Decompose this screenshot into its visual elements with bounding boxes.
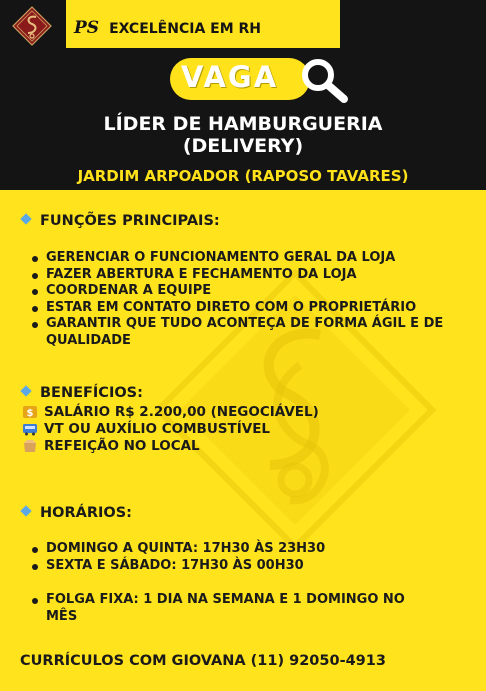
funcoes-list — [30, 250, 460, 349]
contact-footer: CURRÍCULOS COM GIOVANA (11) 92050-4913 — [20, 653, 386, 669]
horarios-heading — [22, 505, 132, 521]
beneficios-heading-text: BENEFÍCIOS: — [40, 385, 143, 401]
list-item: ESTAR EM CONTATO DIRETO COM O PROPRIETÁRIO — [30, 300, 460, 317]
list-item: FAZER ABERTURA E FECHAMENTO DA LOJA — [30, 267, 460, 284]
diamond-bullet-icon — [20, 213, 31, 224]
diamond-bullet-icon — [20, 385, 31, 396]
brand-label: EXCELÊNCIA EM RH — [109, 21, 262, 37]
job-title-line-2: (DELIVERY) — [182, 135, 304, 157]
header-background-top — [340, 0, 486, 48]
magnifier-icon — [294, 55, 354, 103]
brand-name — [74, 18, 261, 38]
funcoes-heading — [22, 213, 220, 229]
benefit-meal — [22, 438, 200, 454]
ps-logo-icon — [12, 6, 52, 46]
list-item: FOLGA FIXA: 1 DIA NA SEMANA E 1 DOMINGO NO MÊS — [30, 592, 440, 625]
job-title-line-1: LÍDER DE HAMBURGUERIA — [103, 113, 383, 135]
benefit-salary — [22, 404, 319, 420]
benefit-meal-text: REFEIÇÃO NO LOCAL — [44, 438, 200, 454]
brand-initials: PS — [74, 18, 100, 38]
funcoes-heading-text: FUNÇÕES PRINCIPAIS: — [40, 213, 220, 229]
svg-text:$: $ — [26, 408, 34, 419]
logo-tab — [0, 0, 66, 52]
horarios-list — [30, 541, 460, 574]
list-item: GERENCIAR O FUNCIONAMENTO GERAL DA LOJA — [30, 250, 460, 267]
beneficios-heading — [22, 385, 143, 401]
list-item: GARANTIR QUE TUDO ACONTEÇA DE FORMA ÁGIL E DE QUALIDADE — [30, 316, 460, 349]
vaga-label: VAGA — [181, 60, 279, 94]
food-box-icon — [22, 439, 38, 453]
benefit-transport-text: VT OU AUXÍLIO COMBUSTÍVEL — [44, 421, 271, 437]
list-item: SEXTA E SÁBADO: 17H30 ÀS 00H30 — [30, 558, 460, 575]
list-item: COORDENAR A EQUIPE — [30, 283, 460, 300]
benefit-salary-text: SALÁRIO R$ 2.200,00 (NEGOCIÁVEL) — [44, 404, 319, 420]
job-title — [0, 113, 486, 157]
folga-list — [30, 592, 440, 625]
list-item: DOMINGO A QUINTA: 17H30 ÀS 23H30 — [30, 541, 460, 558]
bus-icon — [22, 422, 38, 436]
benefit-transport — [22, 421, 270, 437]
job-location: JARDIM ARPOADOR (RAPOSO TAVARES) — [77, 167, 409, 185]
diamond-bullet-icon — [20, 505, 31, 516]
money-bag-icon — [22, 405, 38, 419]
horarios-heading-text: HORÁRIOS: — [40, 505, 132, 521]
